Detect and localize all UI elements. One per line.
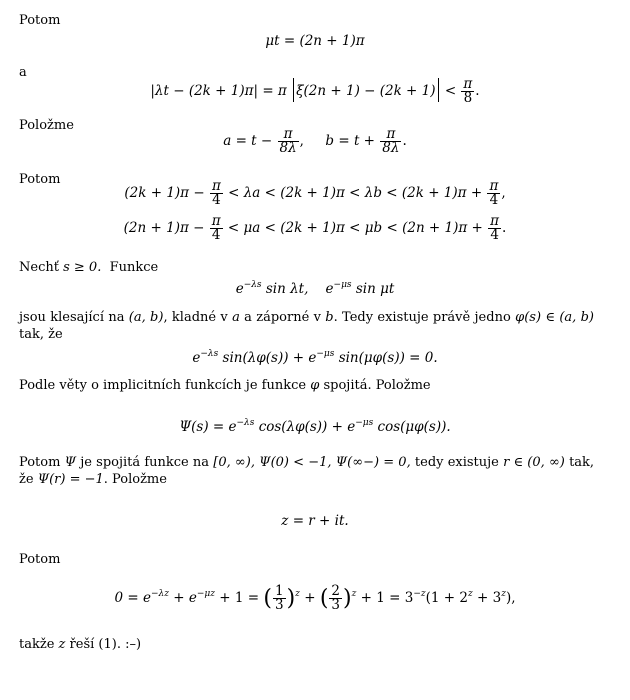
p8-e: . Položme bbox=[103, 472, 167, 487]
text-nech-s bbox=[19, 259, 158, 276]
eq6-a: Ψ(s) = e bbox=[179, 419, 237, 435]
frac-num: π bbox=[283, 126, 293, 142]
eq5-rest2: sin(μφ(s)) = 0. bbox=[338, 350, 438, 366]
paren-open-1: ( bbox=[263, 586, 272, 611]
p8-a: Potom bbox=[19, 455, 61, 470]
exp-z-3: z bbox=[467, 589, 473, 599]
frac-num: 2 bbox=[331, 583, 340, 599]
frac-den: 4 bbox=[488, 228, 501, 242]
eq8-d: + 1 = 3 bbox=[360, 590, 414, 606]
eq3-a: a = t − bbox=[223, 133, 273, 149]
frac-pi-4-2a bbox=[210, 215, 223, 242]
psi-r: Ψ(r) = −1 bbox=[37, 472, 104, 487]
p7-a: Podle věty o implicitních funkcích je funkce bbox=[19, 378, 307, 393]
interval-0-inf: [0, ∞), bbox=[213, 455, 255, 470]
eq2-less: < bbox=[444, 83, 457, 99]
eq8-c: + 1 = bbox=[219, 590, 260, 606]
eq5-e1: e bbox=[192, 350, 201, 366]
eq2-mid: ξ(2n + 1) − (2k + 1) bbox=[296, 83, 436, 99]
eq2-left: |λt − (2k + 1)π| = π bbox=[150, 83, 287, 99]
frac-den: 8 bbox=[461, 91, 474, 105]
text-potom-1: Potom bbox=[19, 13, 61, 28]
abs-bar-left bbox=[293, 78, 294, 102]
text-a: a bbox=[19, 65, 27, 80]
p10-a: takže bbox=[19, 637, 55, 652]
func-a-rest: sin λt, bbox=[265, 281, 309, 297]
eq8-exp1: −λz bbox=[150, 589, 169, 599]
eq8-exp3: −z bbox=[413, 589, 426, 599]
frac-num: π bbox=[489, 178, 499, 194]
var-b: b bbox=[325, 310, 334, 325]
frac-pi-4-1a bbox=[210, 180, 223, 207]
psi-zero: Ψ(0) < −1, bbox=[259, 455, 332, 470]
frac-1-3 bbox=[273, 585, 286, 612]
equation-abs-difference: |λt − (2k + 1)π| = π ξ(2n + 1) − (2k + 1) < $\frac{\pi}{8}$ . bbox=[150, 76, 480, 106]
psi-inf: Ψ(∞−) = 0, bbox=[335, 455, 411, 470]
text-klesajici bbox=[19, 309, 594, 343]
eq8-exp2: −μz bbox=[196, 589, 215, 599]
equation-a-b: a = t − $\frac{\pi}{8\lambda}$ , b = t + $\frac{\pi}{8\lambda}$ . bbox=[223, 126, 407, 156]
func-b-exp: −μs bbox=[333, 280, 352, 290]
eq5-exp1: −λs bbox=[200, 349, 219, 359]
func-b-e: e bbox=[325, 281, 334, 297]
p6-a: jsou klesající na bbox=[19, 310, 125, 325]
eq8-g: ), bbox=[505, 590, 516, 606]
nech-word: Nechť bbox=[19, 260, 59, 275]
eq8-b: + e bbox=[173, 590, 197, 606]
frac-num: 1 bbox=[274, 583, 284, 599]
eq6-exp1: −λs bbox=[236, 418, 255, 428]
text-potom-3: Potom bbox=[19, 552, 61, 567]
p8-c: tedy existuje bbox=[414, 455, 499, 470]
equation-z: z = r + it. bbox=[281, 513, 349, 529]
s-ge-0: s ≥ 0. bbox=[63, 260, 102, 275]
exp-z-1: z bbox=[295, 589, 300, 599]
p10-b: řeší (1). :–) bbox=[69, 637, 142, 652]
p6-b: , kladné v bbox=[163, 310, 228, 325]
inequality-line-2: (2n + 1)π − $\frac{\pi}{4}$ < μa < (2k + 1)π < μb < (2n + 1)π + $\frac{\pi}{4}$ . bbox=[123, 213, 507, 243]
frac-den: 4 bbox=[487, 193, 500, 207]
frac-2-3 bbox=[329, 585, 342, 612]
frac-num: π bbox=[211, 178, 221, 194]
eq8-e: (1 + 2 bbox=[425, 590, 468, 606]
exp-z-4: z bbox=[501, 589, 506, 599]
frac-den: 3 bbox=[274, 597, 284, 613]
abs-bar-right bbox=[438, 78, 439, 102]
p6-c: a záporné v bbox=[244, 310, 321, 325]
p6-d: . Tedy existuje právě jedno bbox=[333, 310, 511, 325]
funkce-word: Funkce bbox=[109, 260, 159, 275]
func-a-exp: −λs bbox=[243, 280, 262, 290]
p7-b: spojitá. Položme bbox=[323, 378, 431, 393]
r-in: r ∈ (0, ∞) bbox=[503, 455, 565, 470]
equation-mu-t: μt = (2n + 1)π bbox=[265, 33, 365, 49]
eq3-b: b = t + bbox=[325, 133, 375, 149]
frac-pi-4-1b bbox=[487, 180, 500, 207]
eq8-f: + 3 bbox=[477, 590, 502, 606]
ineq1-b: < λa < (2k + 1)π < λb < (2k + 1)π + bbox=[228, 185, 483, 201]
frac-num: π bbox=[463, 76, 473, 92]
eq5-rest1: sin(λφ(s)) + e bbox=[222, 350, 317, 366]
ineq1-a: (2k + 1)π − bbox=[124, 185, 205, 201]
frac-den: 8λ bbox=[382, 140, 400, 156]
text-polozme-1: Položme bbox=[19, 118, 74, 133]
text-potom-2: Potom bbox=[19, 172, 61, 187]
inequality-line-1: (2k + 1)π − $\frac{\pi}{4}$ < λa < (2k + 1)π < λb < (2k + 1)π + $\frac{\pi}{4}$ , bbox=[124, 178, 506, 208]
func-a-e: e bbox=[235, 281, 244, 297]
equation-implicit bbox=[0, 346, 630, 367]
phi-in: φ(s) ∈ bbox=[515, 310, 555, 325]
frac-pi-8 bbox=[461, 78, 474, 105]
frac-den: 8λ bbox=[279, 140, 297, 156]
p6-e: tak, že bbox=[19, 327, 63, 342]
paren-close-2: ) bbox=[343, 586, 352, 611]
text-podle-vety bbox=[19, 377, 431, 394]
frac-den: 3 bbox=[331, 597, 340, 613]
frac-den: 4 bbox=[210, 193, 223, 207]
eq8-a: 0 = e bbox=[114, 590, 151, 606]
ineq2-a: (2n + 1)π − bbox=[123, 220, 205, 236]
functions-display bbox=[0, 277, 630, 298]
frac-pi-8lambda-b bbox=[380, 128, 401, 155]
paren-close-1: ) bbox=[286, 586, 296, 611]
var-a: a bbox=[232, 310, 240, 325]
interval-ab: (a, b) bbox=[128, 310, 164, 325]
eq5-exp2: −μs bbox=[316, 349, 335, 359]
eq6-rest2: cos(μφ(s)). bbox=[377, 419, 451, 435]
text-psi-spojita bbox=[19, 454, 594, 488]
phi-symbol: φ bbox=[310, 378, 320, 393]
eq6-exp2: −μs bbox=[355, 418, 374, 428]
frac-num: π bbox=[386, 126, 396, 142]
interval-ab-2: (a, b) bbox=[559, 310, 594, 325]
exp-z-2: z bbox=[351, 589, 357, 599]
p8-b: je spojitá funkce na bbox=[80, 455, 210, 470]
text-takze bbox=[19, 636, 141, 653]
frac-den: 4 bbox=[210, 228, 223, 242]
equation-psi bbox=[0, 415, 630, 436]
eq6-rest1: cos(λφ(s)) + e bbox=[258, 419, 356, 435]
frac-num: π bbox=[490, 213, 500, 229]
paren-open-2: ( bbox=[319, 586, 329, 611]
frac-num: π bbox=[211, 213, 221, 229]
equation-final bbox=[0, 585, 630, 612]
p8-d: tak, že bbox=[19, 455, 595, 487]
ineq2-b: < μa < (2k + 1)π < μb < (2n + 1)π + bbox=[227, 220, 483, 236]
var-z: z bbox=[58, 637, 66, 652]
plus-sign: + bbox=[304, 590, 316, 606]
func-b-rest: sin μt bbox=[355, 281, 395, 297]
frac-pi-8lambda-a bbox=[278, 128, 299, 155]
frac-pi-4-2b bbox=[488, 215, 501, 242]
psi-symbol: Ψ bbox=[64, 455, 77, 470]
